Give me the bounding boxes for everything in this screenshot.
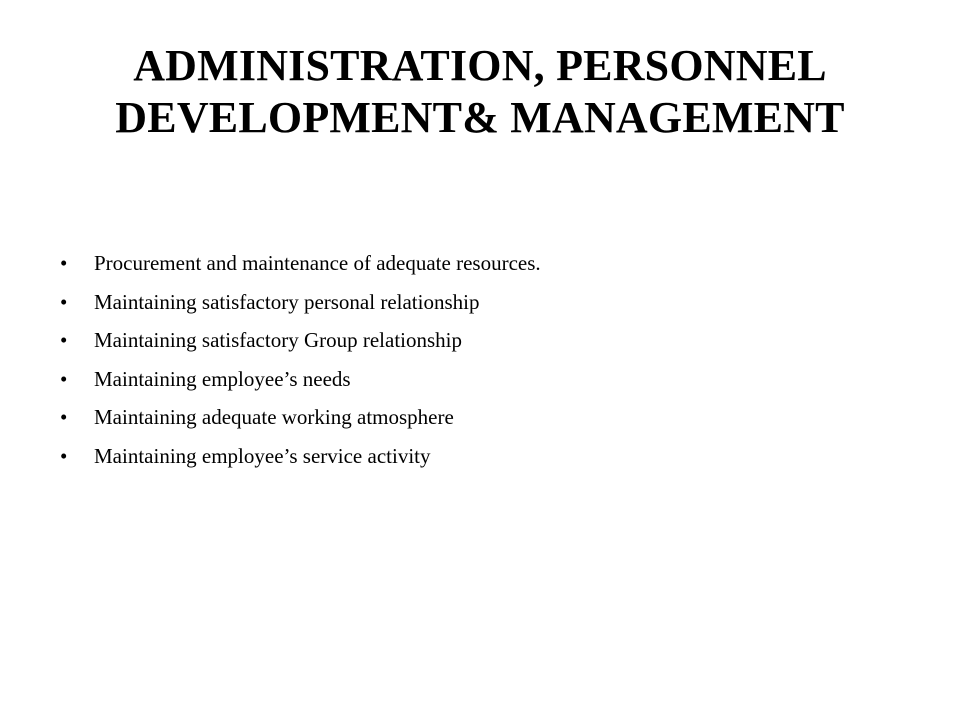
slide-title [48,40,912,144]
slide-title-line-1: ADMINISTRATION, PERSONNEL [133,41,827,90]
bullet-text: Maintaining satisfactory Group relationship [94,328,463,353]
bullet-item [60,249,920,288]
bullet-item [60,326,920,365]
bullet-item [60,288,920,327]
bullet-item [60,365,920,404]
bullet-text: Maintaining adequate working atmosphere [94,405,454,430]
bullet-list [60,249,920,481]
bullet-item [60,442,920,481]
bullet-point-icon: • [60,366,68,391]
bullet-point-icon: • [60,443,68,468]
bullet-point-icon: • [60,405,68,430]
bullet-item [60,403,920,442]
slide-title-line-2: DEVELOPMENT& MANAGEMENT [115,93,845,142]
bullet-text: Procurement and maintenance of adequate resources. [94,251,541,275]
bullet-text: Maintaining employee’s needs [94,366,351,391]
bullet-point-icon: • [60,251,68,275]
bullet-point-icon: • [60,328,68,353]
bullet-point-icon: • [60,289,68,314]
bullet-text: Maintaining employee’s service activity [94,443,431,468]
bullet-text: Maintaining satisfactory personal relationship [94,289,480,314]
